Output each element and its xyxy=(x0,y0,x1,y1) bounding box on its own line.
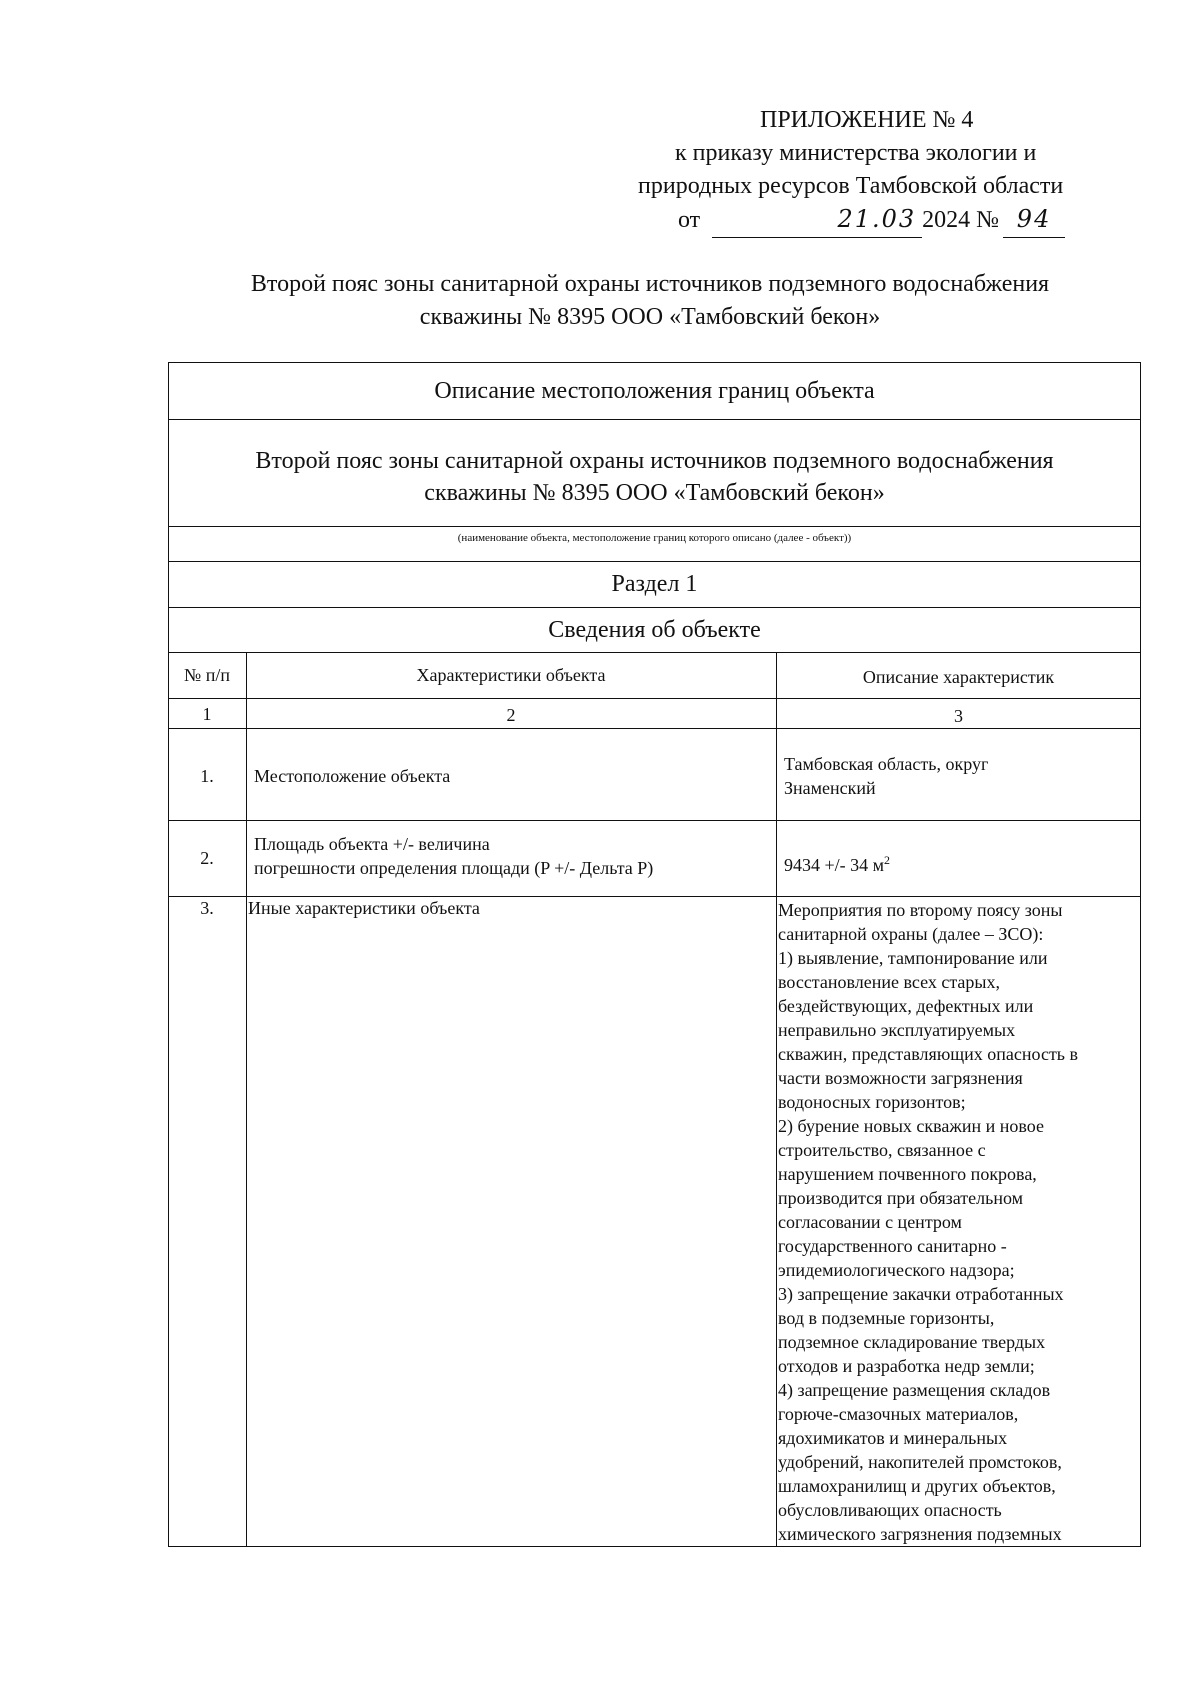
column-header-number: № п/п xyxy=(184,665,230,685)
column-number-3: 3 xyxy=(954,706,963,726)
year-number-label: 2024 № xyxy=(922,207,1000,233)
table-rule xyxy=(168,652,1141,653)
date-prefix: от xyxy=(678,207,701,233)
row-3-description-line: 3) запрещение закачки отработанных xyxy=(778,1284,1064,1304)
appendix-block xyxy=(590,104,1150,238)
row-3-description-line: 1) выявление, тампонирование или xyxy=(778,948,1048,968)
row-3-description-line: санитарной охраны (далее – ЗСО): xyxy=(778,924,1044,944)
appendix-line-3: природных ресурсов Тамбовской области xyxy=(638,173,1064,199)
row-2-area-unit-exponent: 2 xyxy=(884,853,891,867)
row-3-description-line: водоносных горизонтов; xyxy=(778,1092,966,1112)
row-3-description-line: Мероприятия по второму поясу зоны xyxy=(778,900,1063,920)
table-header: Описание местоположения границ объекта xyxy=(434,378,875,404)
object-name-line-1: Второй пояс зоны санитарной охраны источников подземного водоснабжения xyxy=(255,448,1054,474)
row-3-description-line: эпидемиологического надзора; xyxy=(778,1260,1015,1280)
row-3-description-line: производится при обязательном xyxy=(778,1188,1023,1208)
row-3-description-line: скважин, представляющих опасность в xyxy=(778,1044,1079,1064)
number-field xyxy=(1003,203,1065,238)
row-3-description-line: химического загрязнения подземных xyxy=(778,1524,1062,1544)
appendix-title: ПРИЛОЖЕНИЕ № 4 xyxy=(760,107,974,133)
row-2-name-line-1: Площадь объекта +/- величина xyxy=(254,834,490,854)
section-title: Сведения об объекте xyxy=(548,617,761,643)
table-rule xyxy=(168,607,1141,608)
row-1-name: Местоположение объекта xyxy=(254,766,451,786)
table-rule xyxy=(168,561,1141,562)
table-rule xyxy=(168,820,1141,821)
document-title-line-2: скважины № 8395 ООО «Тамбовский бекон» xyxy=(419,304,881,330)
number-handwritten: 94 xyxy=(1016,205,1052,233)
table-rule xyxy=(168,526,1141,527)
row-1-number: 1. xyxy=(200,766,214,786)
column-header-characteristics: Характеристики объекта xyxy=(416,665,606,685)
document-title-line-1: Второй пояс зоны санитарной охраны источников подземного водоснабжения xyxy=(250,271,1050,297)
row-2-name-line-2: погрешности определения площади (P +/- Дельта P) xyxy=(254,858,654,878)
row-3-number: 3. xyxy=(200,898,214,918)
row-3-description-line: вод в подземные горизонты, xyxy=(778,1308,995,1328)
object-name-note: (наименование объекта, местоположение границ которого описано (далее - объект)) xyxy=(457,532,852,544)
table-rule xyxy=(168,698,1141,699)
row-3-description-line: 2) бурение новых скважин и новое xyxy=(778,1116,1044,1136)
column-number-2: 2 xyxy=(506,705,516,725)
row-2-area-value: 9434 +/- 34 м xyxy=(784,855,885,875)
column-rule xyxy=(776,652,777,1547)
row-3-description-line: нарушением почвенного покрова, xyxy=(778,1164,1037,1184)
row-3-description-line: бездействующих, дефектных или xyxy=(778,996,1034,1016)
table-rule xyxy=(168,728,1141,729)
row-3-description-line: восстановление всех старых, xyxy=(778,972,1001,992)
document-title xyxy=(150,268,1150,334)
column-rule xyxy=(246,652,247,1547)
row-3-description-line: ядохимикатов и минеральных xyxy=(778,1428,1008,1448)
section-number: Раздел 1 xyxy=(611,571,698,597)
row-3-description xyxy=(778,898,1140,1546)
row-3-description-line: шламохранилищ и других объектов, xyxy=(778,1476,1056,1496)
row-3-description-line: 4) запрещение размещения складов xyxy=(778,1380,1051,1400)
row-2-description xyxy=(784,848,890,877)
row-2-number: 2. xyxy=(200,848,214,868)
row-1-description-line-1: Тамбовская область, округ xyxy=(784,754,989,774)
appendix-date-line xyxy=(590,203,1150,238)
appendix-line-2: к приказу министерства экологии и xyxy=(675,140,1037,166)
date-handwritten: 21.03 xyxy=(837,205,917,233)
row-3-description-line: государственного санитарно - xyxy=(778,1236,1007,1256)
row-3-description-line: обусловливающих опасность xyxy=(778,1500,1002,1520)
row-3-description-line: строительство, связанное с xyxy=(778,1140,986,1160)
row-3-description-line: отходов и разработка недр земли; xyxy=(778,1356,1035,1376)
row-1-description-line-2: Знаменский xyxy=(784,778,876,798)
row-3-description-line: неправильно эксплуатируемых xyxy=(778,1020,1016,1040)
column-header-description: Описание характеристик xyxy=(862,667,1055,687)
date-field xyxy=(712,203,922,238)
column-number-1: 1 xyxy=(202,704,212,724)
row-3-description-line: согласовании с центром xyxy=(778,1212,962,1232)
object-name-line-2: скважины № 8395 ООО «Тамбовский бекон» xyxy=(424,480,885,506)
row-3-name: Иные характеристики объекта xyxy=(248,898,480,918)
row-3-description-line: удобрений, накопителей промстоков, xyxy=(778,1452,1062,1472)
row-3-description-line: подземное складирование твердых xyxy=(778,1332,1046,1352)
table-rule xyxy=(168,419,1141,420)
row-3-description-line: горюче-смазочных материалов, xyxy=(778,1404,1019,1424)
row-3-description-line: части возможности загрязнения xyxy=(778,1068,1023,1088)
